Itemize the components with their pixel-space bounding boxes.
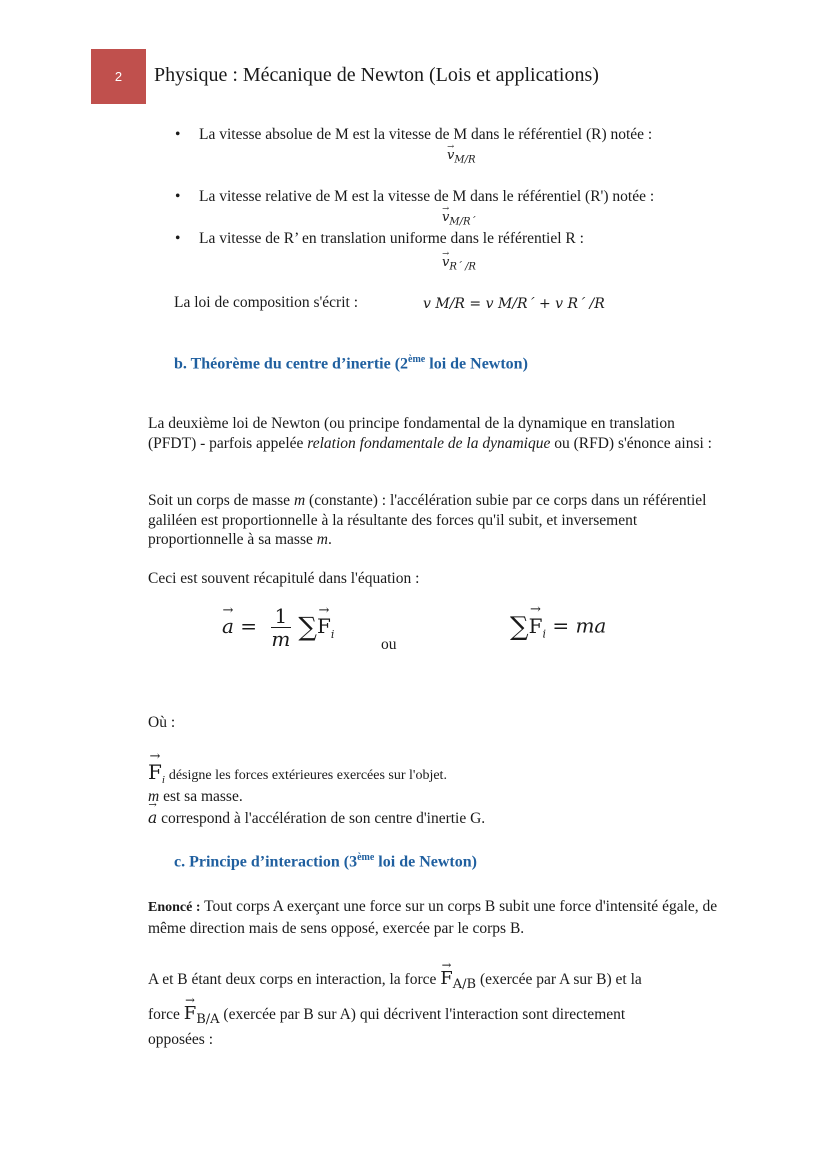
- section-c-heading: [174, 852, 477, 871]
- equation-right: [510, 612, 606, 642]
- definition-mass: [148, 788, 243, 806]
- bullet-text: La vitesse de R’ en translation uniforme dans le référentiel R :: [199, 230, 584, 247]
- paragraph-newton-law: [148, 414, 718, 453]
- eq-a: → a: [222, 614, 234, 638]
- section-c-prefix: c. Principe d’interaction (3: [174, 853, 358, 871]
- eq-fraction: [267, 605, 294, 650]
- formula-v-m-rprime: [442, 210, 476, 228]
- def-a-text: correspond à l'accélération de son centre d'inertie G.: [161, 810, 486, 827]
- formula-var: → v: [442, 255, 449, 270]
- page-number: 2: [114, 69, 123, 84]
- para2-m1: m: [293, 492, 306, 509]
- enonce-text: Tout corps A exerçant une force sur un corps B subit une force d'intensité égale, de même direction mais de sens opposé, exercée par le corps B.: [148, 898, 718, 937]
- equation-left: [222, 605, 334, 650]
- page-title: Physique : Mécanique de Newton (Lois et applications): [154, 64, 599, 86]
- paragraph-statement: [148, 491, 723, 550]
- def-m-text: est sa masse.: [163, 788, 243, 805]
- para2-part1: Soit un corps de masse: [148, 492, 294, 509]
- formula-sub: M/R: [454, 154, 476, 166]
- equation-or: ou: [381, 636, 397, 653]
- interaction-F1: → F: [440, 968, 453, 989]
- enonce-label: Enoncé :: [148, 900, 201, 915]
- interaction-l2-part1: force: [148, 1006, 184, 1023]
- eq-equals: =: [240, 614, 258, 638]
- para1-part2: ou (RFD) s'énonce ainsi :: [550, 434, 712, 452]
- bullet-absolute-velocity: [199, 126, 652, 144]
- bullet-frame-velocity: [199, 230, 584, 248]
- paragraph-equation-intro: Ceci est souvent récapitulé dans l'équation :: [148, 570, 420, 587]
- section-c-sup: ème: [357, 852, 375, 863]
- para2-part3: .: [327, 531, 332, 548]
- def-m-symbol: m: [148, 788, 160, 805]
- def-F-symbol: → F: [148, 760, 162, 784]
- interaction-l1-part2: (exercée par A sur B) et la: [476, 971, 642, 988]
- section-c-suffix: loi de Newton): [374, 853, 477, 871]
- section-b-prefix: b. Théorème du centre d’inertie (2: [174, 355, 409, 373]
- interaction-line1: [148, 968, 642, 992]
- formula-v-m-r: [447, 148, 476, 166]
- def-F-text: désigne les forces extérieures exercées sur l'objet.: [168, 768, 447, 783]
- interaction-l1-part1: A et B étant deux corps en interaction, la force: [148, 971, 441, 988]
- paragraph-enonce: [148, 896, 728, 939]
- interaction-F2: → F: [184, 1003, 197, 1024]
- bullet-relative-velocity: [199, 188, 654, 206]
- eq-F: → F: [317, 614, 331, 638]
- formula-v-rprime-r: [442, 255, 476, 273]
- bullet-text: La vitesse absolue de M est la vitesse de M dans le référentiel (R) notée :: [199, 126, 653, 143]
- section-b-sup: ème: [408, 354, 426, 365]
- eq2-i: i: [542, 627, 546, 641]
- eq2-rhs: = ma: [552, 613, 607, 638]
- composition-formula: v M/R = v M/R´ + v R´ /R: [423, 296, 605, 312]
- def-a-symbol: → a: [148, 809, 157, 827]
- interaction-line3: opposées :: [148, 1031, 214, 1048]
- definition-acceleration: [148, 809, 485, 828]
- where-label: Où :: [148, 714, 176, 731]
- para2-m2: m: [316, 531, 328, 548]
- page-number-badge: [91, 49, 146, 104]
- eq-numerator: 1: [271, 605, 292, 628]
- para1-italic: relation fondamentale de la dynamique: [307, 434, 551, 452]
- interaction-F1-sub: A/B: [452, 977, 477, 993]
- eq-denominator: m: [271, 627, 291, 651]
- eq-sigma: ∑: [298, 612, 317, 643]
- para2-part2: (constante) : l'accélération subie par ce corps dans un référentiel galiléen est proportionnelle à la résultante des forces qu'il subit, et inversement proportionnelle à sa masse: [148, 492, 707, 548]
- formula-sub: M/R´: [449, 216, 476, 228]
- eq-i: i: [330, 628, 335, 641]
- section-b-heading: [174, 354, 528, 373]
- formula-var: → v: [447, 148, 454, 163]
- composition-label: La loi de composition s'écrit :: [174, 294, 359, 311]
- formula-sub: R´ /R: [449, 261, 476, 273]
- def-F-sub: i: [161, 774, 165, 787]
- section-b-suffix: loi de Newton): [425, 355, 528, 373]
- interaction-F2-sub: B/A: [196, 1012, 220, 1028]
- definition-force: [148, 760, 447, 786]
- interaction-line2: [148, 1003, 625, 1027]
- para1-part1: La deuxième loi de Newton (ou principe fondamental de la dynamique en translation (PFDT) - parfois appelée: [148, 415, 675, 452]
- eq2-sigma: ∑: [510, 612, 529, 642]
- eq2-F: → F: [529, 614, 543, 638]
- interaction-l2-part2: (exercée par B sur A) qui décrivent l'interaction sont directement: [219, 1006, 626, 1023]
- formula-var: → v: [442, 210, 449, 225]
- bullet-text: La vitesse relative de M est la vitesse de M dans le référentiel (R') notée :: [199, 188, 655, 205]
